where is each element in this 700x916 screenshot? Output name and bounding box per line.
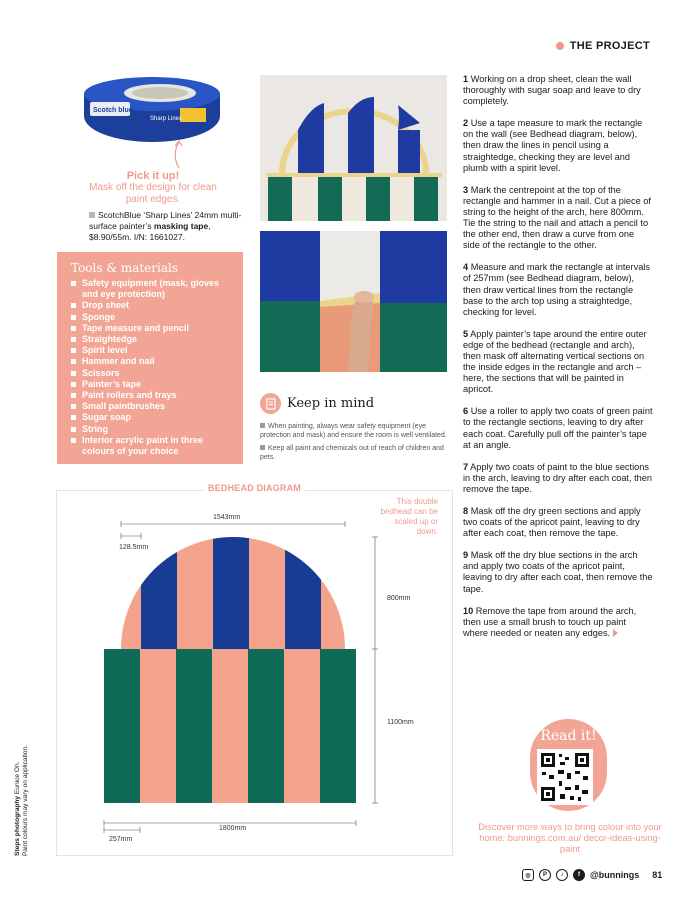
step-number: 3 xyxy=(463,184,469,195)
tool-item: Painter’s tape xyxy=(71,379,229,390)
keep-item xyxy=(260,422,450,440)
step xyxy=(463,74,653,107)
pick-it-up-text: Mask off the design for clean paint edges. xyxy=(89,182,217,205)
pickup-arrow-icon xyxy=(172,140,186,170)
step-photo-peeling xyxy=(260,231,447,372)
read-it-badge xyxy=(530,719,607,811)
step xyxy=(463,550,653,594)
diagram-title: BEDHEAD DIAGRAM xyxy=(204,483,305,493)
credit-label: Steps photography xyxy=(14,795,21,856)
step xyxy=(463,118,653,173)
bedhead-diagram xyxy=(56,483,453,856)
footer xyxy=(522,869,662,881)
page-number: 81 xyxy=(652,870,663,880)
section-title: THE PROJECT xyxy=(569,40,650,52)
pick-it-up xyxy=(88,170,218,206)
credit-name: Eunice Oh. xyxy=(14,761,21,796)
keep-in-mind-header xyxy=(260,393,450,414)
keep-in-mind xyxy=(260,393,450,466)
tool-item: Drop sheet xyxy=(71,300,229,311)
tool-item: Straightedge xyxy=(71,334,229,345)
step-number: 2 xyxy=(463,118,469,129)
tape-brand-text: Scotch blue xyxy=(93,107,133,114)
tool-item: Safety equipment (mask, gloves and eye protection) xyxy=(71,278,229,300)
step-text: Remove the tape from around the arch, then use a small brush to touch up paint where needed or neaten any edges. xyxy=(463,605,637,638)
product-caption xyxy=(89,210,249,243)
step-text: Use a tape measure to mark the rectangle on the wall (see Bedhead diagram, below), then draw the lines in pencil using a straightedge, checking they are level and plumb with a spirit level. xyxy=(463,118,643,173)
caption-square-icon xyxy=(89,212,95,218)
tool-item: Scissors xyxy=(71,368,229,379)
tool-item: Spirit level xyxy=(71,345,229,356)
tools-materials-box xyxy=(57,252,243,464)
tool-item: String xyxy=(71,424,229,435)
photo-credit xyxy=(14,745,30,856)
diagram-drawing xyxy=(57,491,454,857)
tool-item: Hammer and nail xyxy=(71,356,229,367)
dim-arch-height: 800mm xyxy=(387,595,411,602)
tape-sub-text: Sharp Lines xyxy=(150,116,183,122)
credit-note: Paint colours may vary on application. xyxy=(22,744,29,856)
read-it-title: Read it! xyxy=(540,728,597,744)
arch-stripes xyxy=(121,531,345,651)
diagram-note: This double bedhead can be scaled up or down. xyxy=(380,497,438,536)
end-triangle-icon xyxy=(613,629,618,637)
step xyxy=(463,185,653,252)
facebook-icon[interactable]: f xyxy=(573,869,585,881)
step-number: 8 xyxy=(463,506,469,516)
section-dot xyxy=(556,42,564,50)
keep-in-mind-title: Keep in mind xyxy=(287,396,375,411)
step-text: Measure and mark the rectangle at intervals of 257mm (see Bedhead diagram, below), then draw vertical lines from the rectangle base to the arch top using a straightedge, checking for level. xyxy=(463,262,650,317)
step xyxy=(463,406,653,450)
tool-item: Sugar soap xyxy=(71,412,229,423)
rectangle-stripes xyxy=(104,649,356,803)
step-number: 1 xyxy=(463,74,469,84)
social-handle[interactable]: @bunnings xyxy=(590,870,640,880)
qr-code[interactable] xyxy=(537,749,593,805)
pinterest-icon[interactable]: P xyxy=(539,869,551,881)
step xyxy=(463,262,653,317)
step-text: Apply painter’s tape around the entire outer edge of the bedhead (rectangle and arch), then mask off alternating vertical sections on the inside edges in the rectangle and arch – here, the sections that will be painted in apricot. xyxy=(463,328,647,395)
keep-item xyxy=(260,444,450,462)
step-number: 7 xyxy=(463,461,469,472)
step xyxy=(463,606,653,639)
instruction-steps xyxy=(463,74,653,650)
tools-list xyxy=(71,278,229,457)
keep-item-text: When painting, always wear safety equipment (eye protection and mask) and ensure the room is well ventilated. xyxy=(260,423,447,439)
tool-item: Tape measure and pencil xyxy=(71,323,229,334)
tools-title: Tools & materials xyxy=(71,261,179,275)
tiktok-icon[interactable]: ♪ xyxy=(556,869,568,881)
tool-item: Paint rollers and trays xyxy=(71,390,229,401)
step-number: 4 xyxy=(463,262,469,273)
instagram-icon[interactable]: ◎ xyxy=(522,869,534,881)
bullet-square-icon xyxy=(260,423,265,428)
caption-text-1: ScotchBlue ‘Sharp Lines’ 24mm multi-surface painter’s xyxy=(89,210,242,231)
dim-total-width: 1800mm xyxy=(219,825,247,832)
step-text: Mask off the dry blue sections in the arch and apply two coats of the apricot paint, leaving to dry after each coat, then remove the tape. xyxy=(463,550,653,594)
tool-item: Sponge xyxy=(71,312,229,323)
discover-link[interactable]: Discover more ways to bring colour into your home: bunnings.com.au/ decor-ideas-using-paint xyxy=(478,822,662,854)
notepad-icon xyxy=(260,393,281,414)
step-number: 6 xyxy=(463,406,469,417)
pick-it-up-title: Pick it up! xyxy=(126,170,180,182)
bullet-square-icon xyxy=(260,445,265,450)
keep-item-text: Keep all paint and chemicals out of reach of children and pets. xyxy=(260,445,444,461)
step xyxy=(463,462,653,495)
step-text: Working on a drop sheet, clean the wall thoroughly with sugar soap and leave to dry completely. xyxy=(463,74,641,107)
tool-item: Interior acrylic paint in three colours of your choice xyxy=(71,435,229,457)
step-photo-arch xyxy=(260,75,447,221)
section-label xyxy=(556,40,650,52)
caption-text-2: , $8.90/55m. I/N: 1661027. xyxy=(89,221,211,242)
step-text: Mark the centrepoint at the top of the rectangle and hammer in a nail. Cut a piece of string to the height of the arch, here 800mm. Tie the string to the nail and attach a pencil to the other end, then draw a curve from one side of the rectangle to the other. xyxy=(463,184,651,251)
step-number: 9 xyxy=(463,550,469,561)
step-text: Use a roller to apply two coats of green paint to the rectangle sections, leaving to dry after each coat. Carefully pull off the painter’s tape at an angle. xyxy=(463,406,653,450)
dim-arch-span: 1543mm xyxy=(213,514,241,521)
step xyxy=(463,506,653,539)
step-number: 10 xyxy=(463,605,474,616)
step-text: Mask off the dry green sections and apply two coats of the apricot paint, leaving to dry after each coat, then remove the tape. xyxy=(463,506,641,539)
caption-bold: masking tape xyxy=(153,221,209,231)
step-number: 5 xyxy=(463,328,469,339)
tape-product-image xyxy=(80,74,225,144)
step-text: Apply two coats of paint to the blue sections in the arch, leaving to dry after each coat, then remove the tape. xyxy=(463,461,652,494)
dim-stripe-width: 257mm xyxy=(109,836,133,843)
dim-rect-height: 1100mm xyxy=(387,719,414,726)
dim-stripe-top: 128.5mm xyxy=(119,544,149,551)
step xyxy=(463,329,653,396)
tool-item: Small paintbrushes xyxy=(71,401,229,412)
